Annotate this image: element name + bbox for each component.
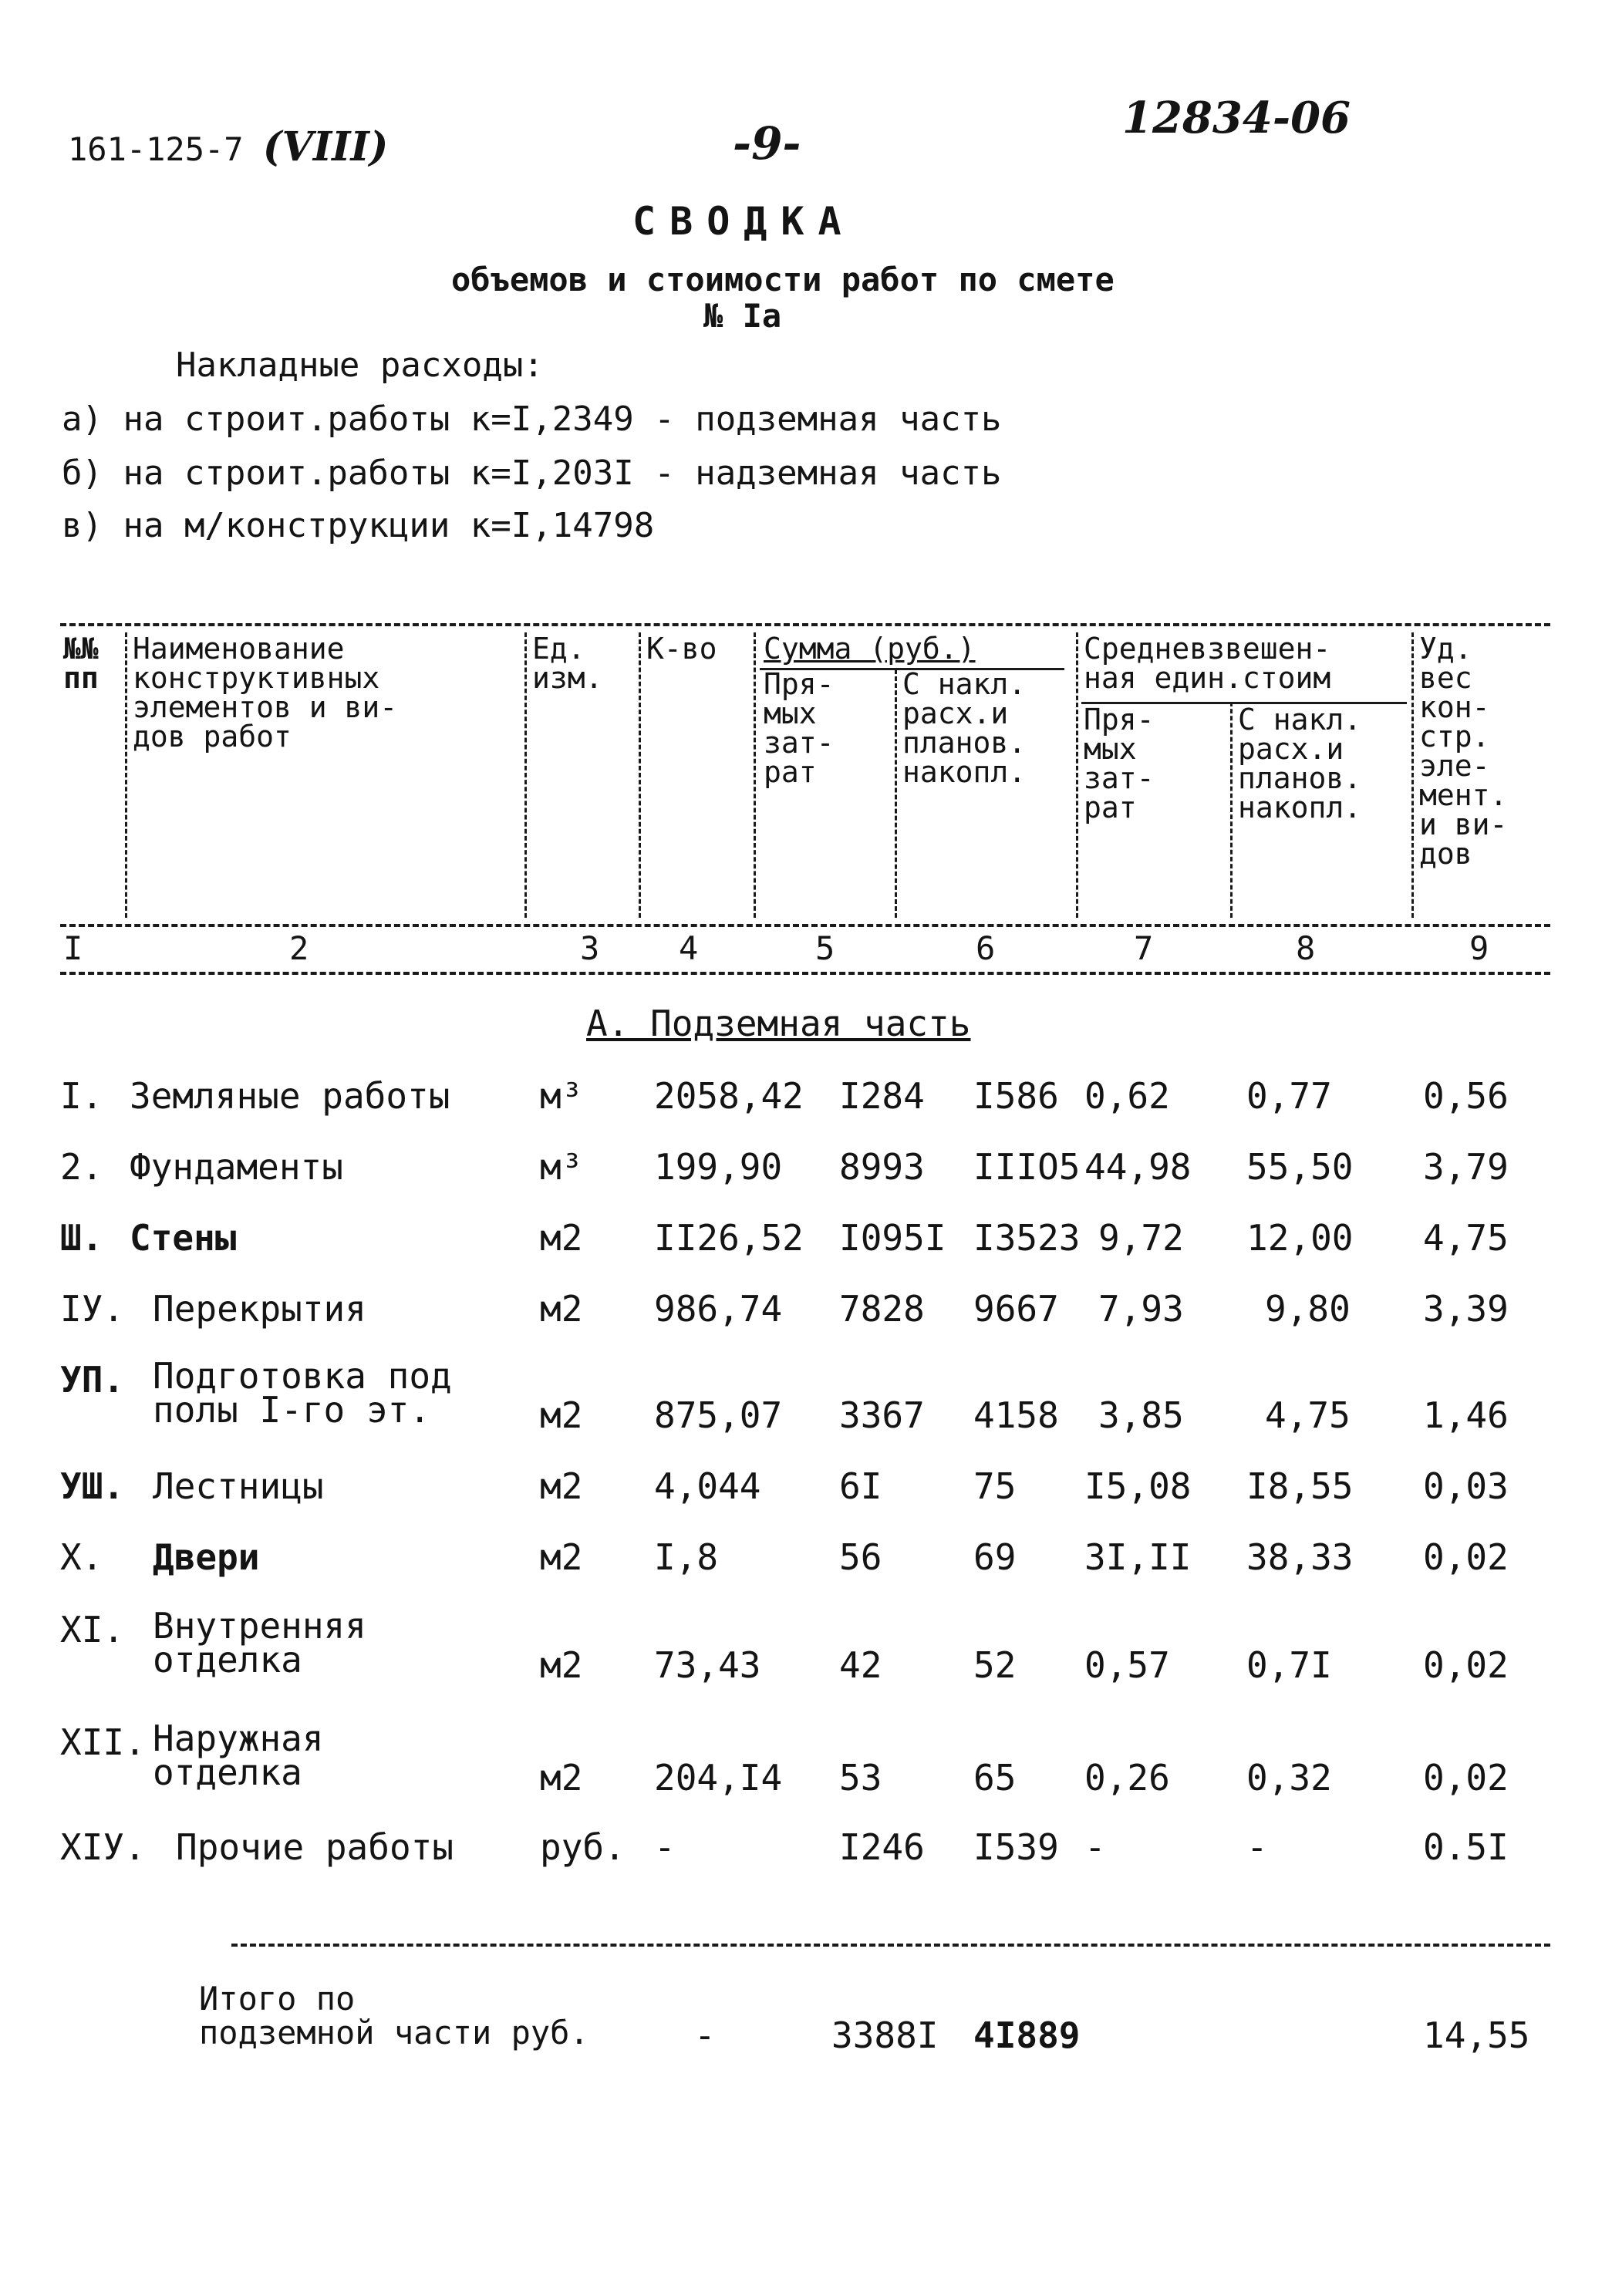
row-quantity: 875,07: [654, 1394, 783, 1436]
row-share: 0,02: [1423, 1757, 1509, 1799]
row-unit: м2: [540, 1217, 583, 1259]
row-unit: м2: [540, 1757, 583, 1799]
total-direct-cost: 3388I: [831, 2014, 939, 2056]
row-unit: м³: [540, 1146, 583, 1188]
row-name: Стены: [130, 1217, 237, 1259]
row-direct-cost: 53: [839, 1757, 882, 1799]
total-cost-with-overhead: 4I889: [973, 2014, 1081, 2056]
column-number: 7: [1134, 929, 1154, 967]
handwritten-number: 12834-06: [1122, 93, 1351, 143]
row-unit: м2: [540, 1536, 583, 1578]
page-subtitle: объемов и стоимости работ по смете: [451, 261, 1115, 298]
page-title: СВОДКА: [632, 199, 855, 244]
estimate-number: № Iа: [703, 297, 782, 335]
row-avg-with-overhead: -: [1246, 1826, 1268, 1868]
row-name: Подготовка под полы I-го эт.: [153, 1355, 452, 1431]
row-avg-with-overhead: 4,75: [1265, 1394, 1351, 1436]
row-name: Лестницы: [153, 1465, 324, 1507]
row-avg-with-overhead: 0,77: [1246, 1075, 1332, 1117]
row-cost-with-overhead: 69: [973, 1536, 1017, 1578]
row-avg-direct: 0,57: [1084, 1644, 1170, 1686]
row-direct-cost: 7828: [839, 1288, 925, 1330]
header-sum-with-overhead: С накл. расх.и планов. накопл.: [902, 667, 1027, 789]
row-quantity: 204,I4: [654, 1757, 783, 1799]
row-quantity: II26,52: [654, 1217, 804, 1259]
row-number: УШ.: [60, 1465, 125, 1507]
page-number: -9-: [733, 117, 801, 170]
row-name: Перекрытия: [153, 1288, 366, 1330]
row-share: 3,39: [1423, 1288, 1509, 1330]
row-unit: м³: [540, 1075, 583, 1117]
header-quantity: К-во: [646, 632, 717, 666]
row-avg-direct: 7,93: [1098, 1288, 1184, 1330]
row-direct-cost: I246: [839, 1826, 925, 1868]
handwritten-volume-mark: (VIII): [262, 123, 389, 170]
row-direct-cost: 6I: [839, 1465, 882, 1507]
row-name: Фундаменты: [130, 1146, 343, 1188]
row-direct-cost: I284: [839, 1075, 925, 1117]
row-avg-direct: 0,26: [1084, 1757, 1170, 1799]
row-avg-direct: 3I,II: [1084, 1536, 1192, 1578]
column-number: 3: [580, 929, 600, 967]
col-separator: [639, 632, 641, 918]
col-separator: [1076, 632, 1078, 918]
header-name: Наименование конструктивных элементов и ви- дов работ: [133, 632, 398, 754]
row-avg-with-overhead: I8,55: [1246, 1465, 1354, 1507]
header-unit: Ед. изм.: [532, 632, 603, 695]
header-avg-with-overhead: С накл. расх.и планов. накопл.: [1238, 703, 1362, 824]
overhead-line-c: в) на м/конструкции к=I,14798: [62, 506, 655, 545]
column-number: I: [63, 929, 83, 967]
row-number: I.: [60, 1075, 103, 1117]
header-avg-direct: Пря- мых зат- рат: [1084, 703, 1155, 824]
table-top-rule: [60, 623, 1550, 626]
row-unit: м2: [540, 1465, 583, 1507]
column-number: 6: [976, 929, 996, 967]
row-number: Х.: [60, 1536, 103, 1578]
overheads-heading: Накладные расходы:: [176, 346, 544, 385]
col-separator: [1411, 632, 1414, 918]
row-number: УП.: [60, 1359, 125, 1401]
row-avg-with-overhead: 0,7I: [1246, 1644, 1332, 1686]
total-share: 14,55: [1423, 2014, 1530, 2056]
row-name: Наружная отделка: [153, 1718, 324, 1793]
header-share: Уд. вес кон- стр. эле- мент. и ви- дов: [1419, 632, 1508, 871]
row-cost-with-overhead: IIIO5: [973, 1146, 1081, 1188]
row-avg-direct: 3,85: [1098, 1394, 1184, 1436]
header-sum-group: Сумма (руб.): [764, 632, 976, 666]
col-separator: [895, 669, 897, 918]
row-cost-with-overhead: I539: [973, 1826, 1059, 1868]
row-cost-with-overhead: 4158: [973, 1394, 1059, 1436]
col-separator: [125, 632, 127, 918]
total-rule: [231, 1944, 1550, 1947]
row-number: IУ.: [60, 1288, 125, 1330]
row-unit: руб.: [540, 1826, 626, 1868]
row-direct-cost: 3367: [839, 1394, 925, 1436]
row-name: Двери: [153, 1536, 260, 1578]
row-share: 1,46: [1423, 1394, 1509, 1436]
section-title: А. Подземная часть: [586, 1003, 971, 1044]
row-avg-direct: I5,08: [1084, 1465, 1192, 1507]
row-avg-with-overhead: 0,32: [1246, 1757, 1332, 1799]
row-quantity: 986,74: [654, 1288, 783, 1330]
row-unit: м2: [540, 1288, 583, 1330]
column-number: 8: [1296, 929, 1316, 967]
document-code-text: 161-125-7: [68, 130, 244, 168]
row-number: XI.: [60, 1609, 125, 1650]
overhead-line-a: а) на строит.работы к=I,2349 - подземная часть: [62, 400, 1002, 439]
row-name: Прочие работы: [176, 1826, 454, 1868]
row-share: 4,75: [1423, 1217, 1509, 1259]
column-number: 2: [289, 929, 309, 967]
row-share: 0,02: [1423, 1536, 1509, 1578]
header-bottom-rule: [60, 924, 1550, 927]
row-avg-with-overhead: 12,00: [1246, 1217, 1354, 1259]
row-quantity: 199,90: [654, 1146, 783, 1188]
overhead-line-b: б) на строит.работы к=I,203I - надземная часть: [62, 453, 1002, 493]
row-quantity: I,8: [654, 1536, 719, 1578]
row-direct-cost: 42: [839, 1644, 882, 1686]
row-name: Внутренняя отделка: [153, 1605, 366, 1681]
row-quantity: 73,43: [654, 1644, 761, 1686]
row-number: 2.: [60, 1146, 103, 1188]
total-dash: -: [694, 2014, 716, 2056]
column-number: 9: [1469, 929, 1489, 967]
header-sum-direct: Пря- мых зат- рат: [764, 667, 835, 789]
row-unit: м2: [540, 1644, 583, 1686]
row-number: Ш.: [60, 1217, 103, 1259]
row-cost-with-overhead: 9667: [973, 1288, 1059, 1330]
column-number-rule: [60, 972, 1550, 975]
col-separator: [1230, 702, 1233, 918]
row-direct-cost: 8993: [839, 1146, 925, 1188]
row-avg-direct: 0,62: [1084, 1075, 1170, 1117]
header-avg-group: Средневзвешен- ная един.стоим: [1084, 632, 1331, 695]
column-number: 4: [679, 929, 699, 967]
row-avg-direct: 9,72: [1098, 1217, 1184, 1259]
row-quantity: -: [654, 1826, 676, 1868]
row-share: 0,02: [1423, 1644, 1509, 1686]
row-share: 0.5I: [1423, 1826, 1509, 1868]
row-cost-with-overhead: 65: [973, 1757, 1017, 1799]
row-avg-direct: -: [1084, 1826, 1106, 1868]
row-cost-with-overhead: I3523: [973, 1217, 1081, 1259]
column-number: 5: [815, 929, 835, 967]
row-number: XIУ.: [60, 1826, 146, 1868]
row-cost-with-overhead: 75: [973, 1465, 1017, 1507]
row-share: 0,03: [1423, 1465, 1509, 1507]
row-unit: м2: [540, 1394, 583, 1436]
row-direct-cost: I095I: [839, 1217, 946, 1259]
row-avg-direct: 44,98: [1084, 1146, 1192, 1188]
row-avg-with-overhead: 38,33: [1246, 1536, 1354, 1578]
total-label: Итого по подземной части руб.: [199, 1980, 589, 2052]
row-name: Земляные работы: [130, 1075, 450, 1117]
row-cost-with-overhead: 52: [973, 1644, 1017, 1686]
row-share: 0,56: [1423, 1075, 1509, 1117]
row-avg-with-overhead: 9,80: [1265, 1288, 1351, 1330]
col-separator: [524, 632, 527, 918]
row-cost-with-overhead: I586: [973, 1075, 1059, 1117]
col-separator: [754, 632, 756, 918]
row-direct-cost: 56: [839, 1536, 882, 1578]
row-number: XII.: [60, 1721, 146, 1763]
row-quantity: 4,044: [654, 1465, 761, 1507]
row-share: 3,79: [1423, 1146, 1509, 1188]
document-code: [68, 123, 388, 170]
header-number: №№ пп: [63, 632, 99, 695]
row-avg-with-overhead: 55,50: [1246, 1146, 1354, 1188]
row-quantity: 2058,42: [654, 1075, 804, 1117]
